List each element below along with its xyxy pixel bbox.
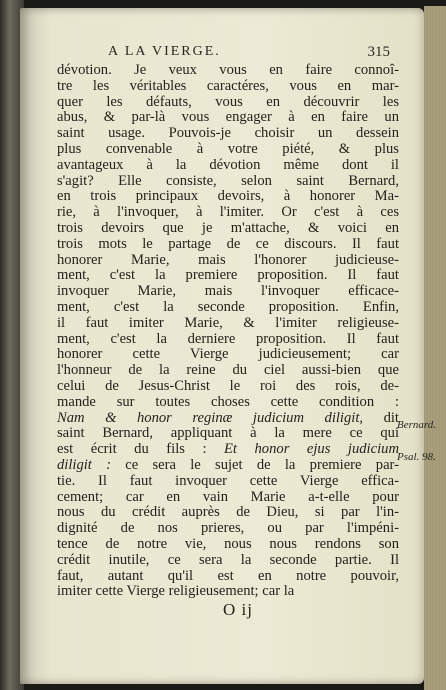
text-line: ment, c'est la premiere proposition. Il faut xyxy=(57,267,399,284)
text-line: honorer Marie, mais l'honorer judicieuse- xyxy=(57,251,399,268)
text-line: quer les défauts, vous en découvrir les xyxy=(57,93,399,110)
text-line: saint usage. Pouvois-je choisir un dessein xyxy=(57,125,399,142)
text-line: imiter cette Vierge religieusement; car la xyxy=(57,583,295,600)
text-line: nous du crédit auprès de Dieu, si par l'in- xyxy=(57,504,399,521)
text-line: tie. Il faut invoquer cette Vierge effica- xyxy=(57,472,399,489)
text-line: rie, à l'invoquer, à l'imiter. Or c'est à ces xyxy=(57,204,399,221)
text-line: tre les véritables caractéres, vous en mar- xyxy=(57,77,399,94)
text-line: en trois principaux devoirs, à honorer Ma- xyxy=(57,188,399,205)
text-line: mande sur toutes choses cette condition : xyxy=(57,393,399,410)
text-line: abus, & par-là vous engager à en faire un xyxy=(57,109,399,126)
body-text xyxy=(57,63,399,600)
text-line: ment, c'est la derniere proposition. Il faut xyxy=(57,330,399,347)
text-line: ment, c'est la seconde proposition. Enfin, xyxy=(57,298,399,315)
page-edges xyxy=(424,6,446,690)
text-line: invoquer Marie, mais l'invoquer efficace- xyxy=(57,283,399,300)
running-head: A LA VIERGE. xyxy=(108,44,221,59)
text-line: il faut imiter Marie, & l'imiter religieuse- xyxy=(57,314,399,331)
margin-note-psalm: Psal. 98. xyxy=(397,451,436,463)
text-line: dignité de nos prieres, ou par l'impéni- xyxy=(57,520,399,537)
page-header xyxy=(108,44,390,64)
text-line: cement; car en vain Marie a-t-elle pour xyxy=(57,488,399,505)
text-line: s'agit? Elle consiste, selon saint Bernard, xyxy=(57,172,399,189)
text-line: l'honneur de la reine du ciel aussi-bien que xyxy=(57,362,399,379)
text-line: celui de Jesus-Christ le roi des rois, de- xyxy=(57,377,399,394)
text-line: Nam & honor reginæ judicium diligit, dit xyxy=(57,409,399,426)
text-line: saint Bernard, appliquant à la mere ce qui xyxy=(57,425,399,442)
text-line: plus convenable à votre piété, & plus xyxy=(57,140,399,157)
page-number: 315 xyxy=(367,44,390,60)
signature-mark: O ij xyxy=(223,600,253,619)
text-line: diligit : ce sera le sujet de la premiere par- xyxy=(57,456,399,473)
text-line: honorer cette Vierge judicieusement; car xyxy=(57,346,399,363)
text-line: est écrit du fils : Et honor ejus judicium xyxy=(57,441,399,458)
text-line: trois mots le partage de ce discours. Il faut xyxy=(57,235,399,252)
text-line: avantageux à la dévotion même dont il xyxy=(57,156,399,173)
text-line: dévotion. Je veux vous en faire connoî- xyxy=(57,62,399,78)
text-line: tence de notre vie, nous nous rendons son xyxy=(57,535,399,552)
text-line: trois devoirs que je m'attache, & voici en xyxy=(57,219,399,236)
text-line: faut, autant qu'il est en notre pouvoir, xyxy=(57,567,399,584)
margin-note-bernard: Bernard. xyxy=(397,419,437,431)
text-line: crédit inutile, ce sera la seconde partie. Il xyxy=(57,551,399,568)
